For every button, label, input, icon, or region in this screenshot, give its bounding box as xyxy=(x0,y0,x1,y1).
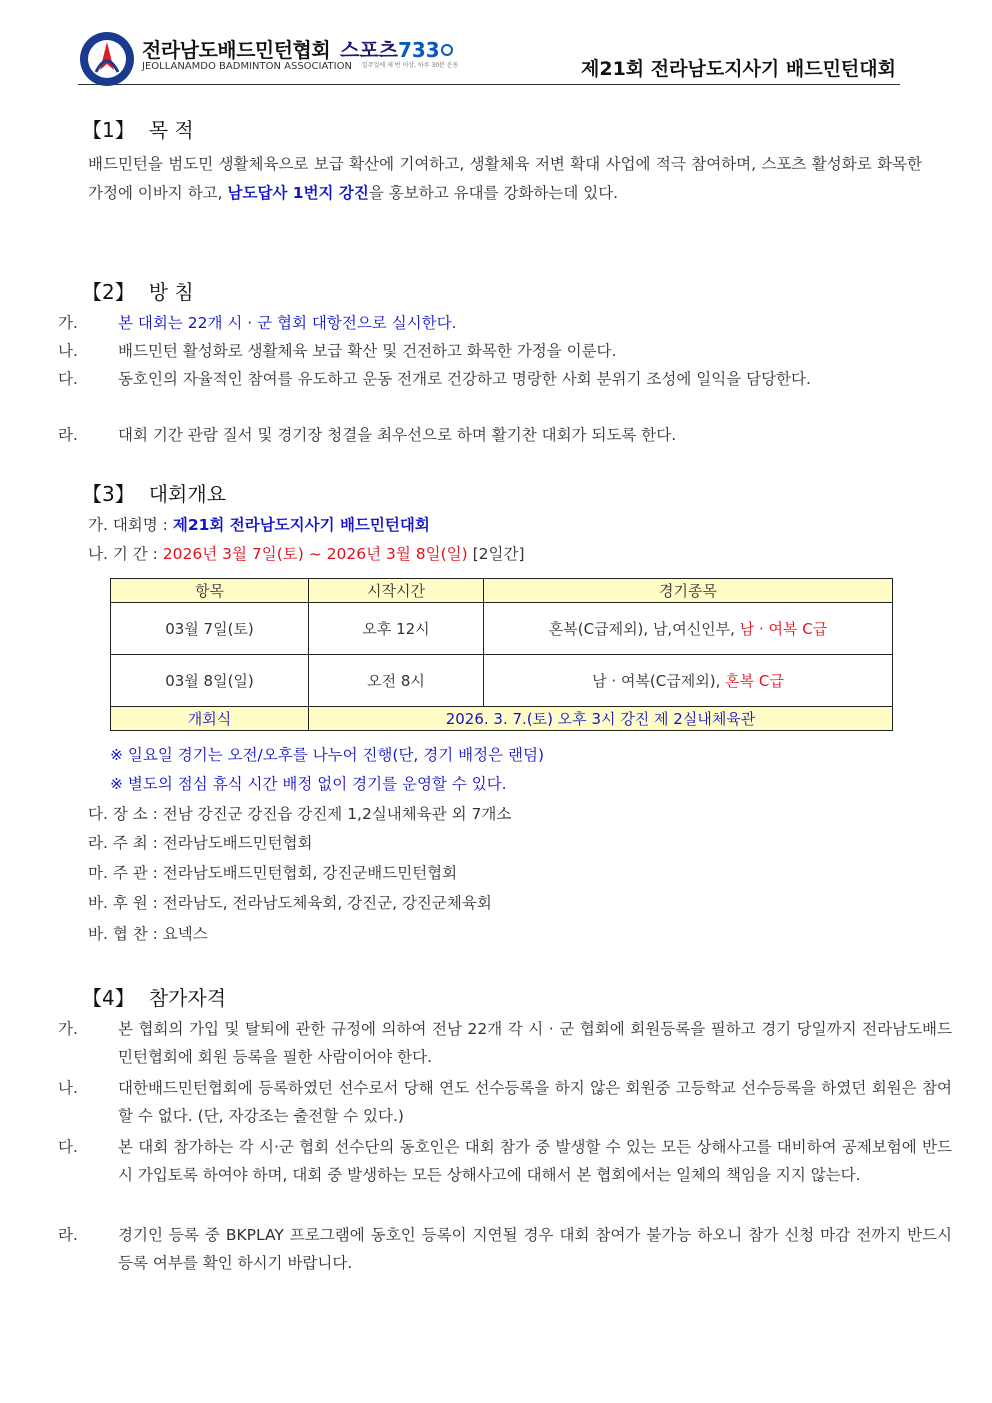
table-cell-events: 혼복(C급제외), 남,여신인부, 남 · 여복 C급 xyxy=(484,603,893,655)
overview-period xyxy=(88,540,922,568)
policy-item: 나. 배드민턴 활성화로 생활체육 보급 확산 및 건전하고 화목한 가정을 이룬다. xyxy=(58,342,617,360)
table-header-cell: 경기종목 xyxy=(484,579,893,603)
overview-item: 바. 후 원 : 전라남도, 전라남도체육회, 강진군, 강진군체육회 xyxy=(88,894,492,912)
table-header-cell: 시작시간 xyxy=(309,579,484,603)
section-title: 방 침 xyxy=(148,280,194,304)
purpose-text-2: 을 홍보하고 유대를 강화하는데 있다. xyxy=(368,184,619,202)
purpose-text-1: 배드민턴을 범도민 생활체육으로 보급 확산에 기여하고, 생활체육 저변 확대 사업에 적극 참여하며, 스포츠 활성화로 화목한 가정에 이바지 하고, xyxy=(88,155,922,202)
table-row xyxy=(111,655,893,707)
overview-name-label: 가. 대회명 : xyxy=(88,516,168,534)
table-cell-date: 03월 7일(토) xyxy=(111,603,309,655)
table-cell-time: 오전 8시 xyxy=(309,655,484,707)
table-cell-events: 남 · 여복(C급제외), 혼복 C급 xyxy=(484,655,893,707)
section-title: 목 적 xyxy=(148,118,194,142)
overview-item: 바. 협 찬 : 요넥스 xyxy=(88,925,208,943)
overview-name xyxy=(88,511,922,539)
policy-item: 가. 본 대회는 22개 시 · 군 협회 대항전으로 실시한다. xyxy=(58,314,457,332)
overview-period-label: 나. 기 간 : xyxy=(88,545,158,563)
section-heading-purpose xyxy=(82,114,194,143)
sports-tagline: 일주일에 세 번 이상, 하루 30분 운동 xyxy=(362,62,459,69)
table-header-row xyxy=(111,579,893,603)
overview-name-value: 제21회 전라남도지사기 배드민턴대회 xyxy=(172,516,430,534)
overview-item: 마. 주 관 : 전라남도배드민턴협회, 강진군배드민턴협회 xyxy=(88,864,458,882)
note-sunday: ※ 일요일 경기는 오전/오후를 나누어 진행(단, 경기 배정은 랜덤) xyxy=(110,746,545,764)
association-logo-icon xyxy=(78,30,136,88)
swirl-icon xyxy=(440,43,454,57)
section-title: 참가자격 xyxy=(148,986,227,1010)
note-lunch: ※ 별도의 점심 휴식 시간 배정 없이 경기를 운영할 수 있다. xyxy=(110,775,507,793)
document-title: 제21회 전라남도지사기 배드민턴대회 xyxy=(581,58,896,80)
table-cell-opening-value: 2026. 3. 7.(토) 오후 3시 강진 제 2실내체육관 xyxy=(309,707,893,731)
sports-number: 733 xyxy=(397,38,440,62)
eligibility-item: 가. 본 협회의 가입 및 탈퇴에 관한 규정에 의하여 전남 22개 각 시 · 군 협회에 회원등록을 필하고 경기 당일까지 전라남도배드민턴협회에 회원 등록을 필한 사람이어야 한다. xyxy=(58,1020,952,1066)
overview-item: 라. 주 최 : 전라남도배드민턴협회 xyxy=(88,834,313,852)
section-number: 【4】 xyxy=(82,986,135,1010)
section-number: 【2】 xyxy=(82,280,135,304)
eligibility-item: 다. 본 대회 참가하는 각 시·군 협회 선수단의 동호인은 대회 참가 중 발생할 수 있는 모든 상해사고를 대비하여 공제보험에 반드시 가입토록 하여야 하며, 대회 중 발생하는 모든 상해사고에 대해서 본 협회에서는 일체의 책임을 지지 않는다. xyxy=(58,1138,952,1184)
schedule-table xyxy=(110,578,893,731)
org-name: 전라남도배드민턴협회 xyxy=(142,38,331,62)
purpose-highlight: 남도답사 1번지 강진 xyxy=(227,184,369,202)
table-cell-date: 03월 8일(일) xyxy=(111,655,309,707)
policy-item: 라. 대회 기간 관람 질서 및 경기장 청결을 최우선으로 하며 활기찬 대회가 되도록 한다. xyxy=(58,426,677,444)
section-number: 【1】 xyxy=(82,118,135,142)
section-heading-overview xyxy=(82,478,226,507)
sports-733-logo xyxy=(340,34,454,63)
table-header-cell: 항목 xyxy=(111,579,309,603)
section-heading-policy xyxy=(82,276,194,305)
table-cell-opening-label: 개회식 xyxy=(111,707,309,731)
overview-item: 다. 장 소 : 전남 강진군 강진읍 강진제 1,2실내체육관 외 7개소 xyxy=(88,805,512,823)
page-header xyxy=(78,28,900,85)
eligibility-item: 라. 경기인 등록 중 BKPLAY 프로그램에 동호인 등록이 지연될 경우 대회 참여가 불가능 하오니 참가 신청 마감 전까지 반드시 등록 여부를 확인 하시기 바랍니다. xyxy=(58,1226,952,1272)
section-number: 【3】 xyxy=(82,482,135,506)
section-title: 대회개요 xyxy=(148,482,227,506)
sports-label: 스포츠 xyxy=(340,38,398,62)
eligibility-item: 나. 대한배드민턴협회에 등록하였던 선수로서 당해 연도 선수등록을 하지 않은 회원중 고등학교 선수등록을 하였던 회원은 참여할 수 없다. (단, 자강조는 출전할 수 있다.) xyxy=(58,1079,952,1125)
overview-period-days: [2일간] xyxy=(472,545,525,563)
org-name-english: JEOLLANAMDO BADMINTON ASSOCIATION xyxy=(142,61,352,72)
table-row-opening xyxy=(111,707,893,731)
table-row xyxy=(111,603,893,655)
purpose-paragraph xyxy=(88,150,922,208)
policy-item: 다. 동호인의 자율적인 참여를 유도하고 운동 전개로 건강하고 명랑한 사회 분위기 조성에 일익을 담당한다. xyxy=(58,370,811,388)
overview-period-value: 2026년 3월 7일(토) ~ 2026년 3월 8일(일) xyxy=(162,545,468,563)
section-heading-eligibility xyxy=(82,982,226,1011)
table-cell-time: 오후 12시 xyxy=(309,603,484,655)
